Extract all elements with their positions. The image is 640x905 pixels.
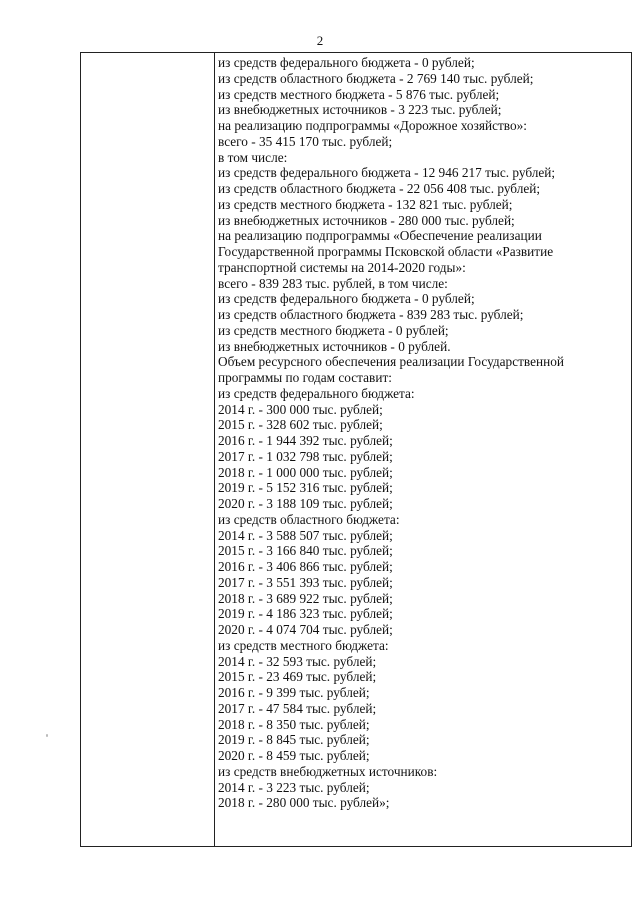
text-line: из средств местного бюджета - 0 рублей; <box>218 322 449 338</box>
text-line: из средств федерального бюджета: <box>218 385 415 401</box>
text-line: транспортной системы на 2014-2020 годы»: <box>218 259 466 275</box>
text-line: из внебюджетных источников - 3 223 тыс. рублей; <box>218 102 502 118</box>
text-line: на реализацию подпрограммы «Дорожное хозяйство»: <box>218 118 527 133</box>
text-line: в том числе: <box>218 149 288 165</box>
text-line: из средств федерального бюджета - 12 946 217 тыс. рублей; <box>218 165 556 181</box>
text-line: всего - 35 415 170 тыс. рублей; <box>218 133 393 149</box>
text-line: 2017 г. - 47 584 тыс. рублей; <box>218 700 377 716</box>
text-line: 2017 г. - 1 032 798 тыс. рублей; <box>218 448 393 464</box>
text-line: 2020 г. - 8 459 тыс. рублей; <box>218 748 370 763</box>
text-line: 2020 г. - 4 074 704 тыс. рублей; <box>218 622 393 637</box>
text-line: 2018 г. - 8 350 тыс. рублей; <box>218 716 370 732</box>
text-line: из внебюджетных источников - 280 000 тыс. рублей; <box>218 212 515 228</box>
text-line: программы по годам составит: <box>218 370 392 385</box>
text-line: 2014 г. - 32 593 тыс. рублей; <box>218 653 377 669</box>
text-line: из средств областного бюджета - 22 056 408 тыс. рублей; <box>218 181 541 196</box>
text-line: Объем ресурсного обеспечения реализации Государственной <box>218 354 565 370</box>
text-line: 2014 г. - 300 000 тыс. рублей; <box>218 401 383 417</box>
text-line: 2019 г. - 5 152 316 тыс. рублей; <box>218 480 393 496</box>
text-line: из средств федерального бюджета - 0 рублей; <box>218 55 475 70</box>
text-line: 2016 г. - 3 406 866 тыс. рублей; <box>218 559 393 574</box>
text-line: из средств областного бюджета - 2 769 140 тыс. рублей; <box>218 70 534 86</box>
text-line: 2015 г. - 328 602 тыс. рублей; <box>218 417 383 433</box>
text-line: из средств местного бюджета - 5 876 тыс. рублей; <box>218 86 500 102</box>
text-line: 2018 г. - 280 000 тыс. рублей»; <box>218 795 390 811</box>
text-line: из средств областного бюджета - 839 283 тыс. рублей; <box>218 307 524 322</box>
text-line: 2015 г. - 3 166 840 тыс. рублей; <box>218 543 393 559</box>
page-number: 2 <box>316 33 324 48</box>
text-line: из средств местного бюджета - 132 821 тыс. рублей; <box>218 196 513 212</box>
text-line: из внебюджетных источников - 0 рублей. <box>218 338 451 354</box>
text-line: 2020 г. - 3 188 109 тыс. рублей; <box>218 496 393 511</box>
text-line: из средств областного бюджета: <box>218 511 400 527</box>
text-line: 2019 г. - 8 845 тыс. рублей; <box>218 732 370 748</box>
text-line: 2014 г. - 3 588 507 тыс. рублей; <box>218 527 393 543</box>
text-line: на реализацию подпрограммы «Обеспечение реализации <box>218 228 542 244</box>
document-table <box>80 52 632 847</box>
text-line: 2014 г. - 3 223 тыс. рублей; <box>218 779 370 795</box>
text-line: Государственной программы Псковской области «Развитие <box>218 244 554 259</box>
text-line: 2015 г. - 23 469 тыс. рублей; <box>218 669 377 685</box>
text-line: 2019 г. - 4 186 323 тыс. рублей; <box>218 606 393 622</box>
text-line: из средств местного бюджета: <box>218 637 389 653</box>
scan-speck <box>46 734 48 737</box>
text-line: 2018 г. - 3 689 922 тыс. рублей; <box>218 590 393 606</box>
table-cell-content <box>218 55 626 811</box>
text-line: 2016 г. - 9 399 тыс. рублей; <box>218 685 370 700</box>
text-line: всего - 839 283 тыс. рублей, в том числе: <box>218 275 448 291</box>
text-line: 2017 г. - 3 551 393 тыс. рублей; <box>218 574 393 590</box>
column-divider <box>214 53 215 846</box>
text-line: 2016 г. - 1 944 392 тыс. рублей; <box>218 433 393 448</box>
text-line: из средств внебюджетных источников: <box>218 763 438 779</box>
text-line: 2018 г. - 1 000 000 тыс. рублей; <box>218 464 393 480</box>
text-line: из средств федерального бюджета - 0 рублей; <box>218 291 475 307</box>
